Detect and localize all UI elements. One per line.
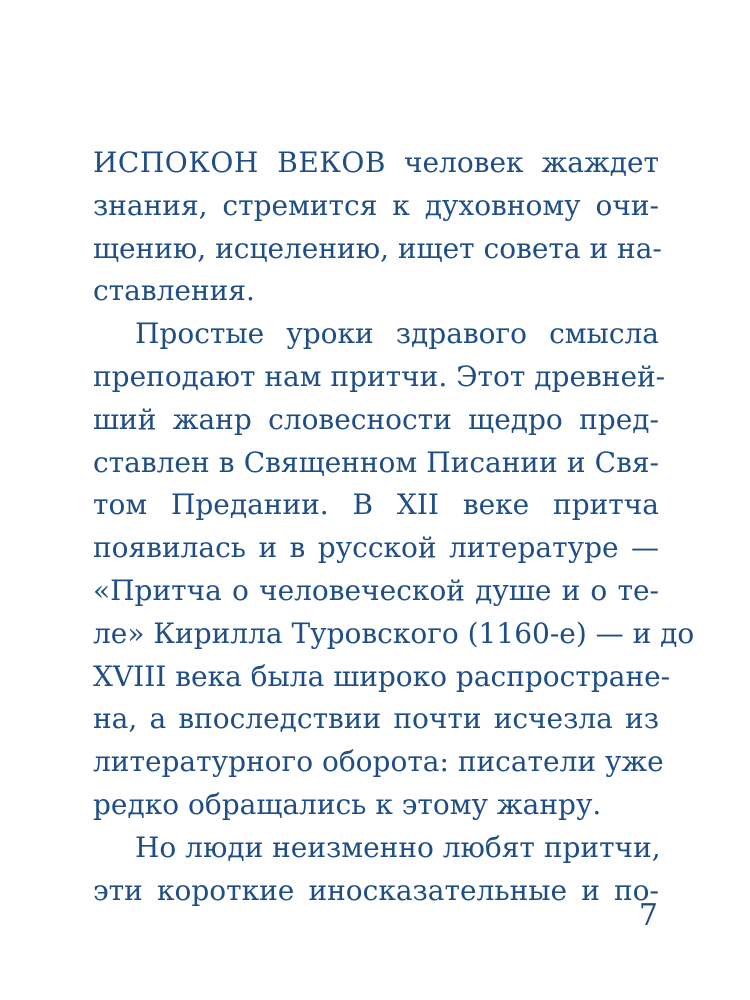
text-line: литературного оборота: писатели уже xyxy=(93,745,664,779)
text-line: ле» Кирилла Туровского (1160-е) — и до xyxy=(93,616,695,650)
text-line: Но люди неизменно любят притчи, xyxy=(135,830,661,864)
text-line: ший жанр словесности щедро пред- xyxy=(93,402,659,436)
text-line: «Притча о человеческой душе и о те- xyxy=(93,573,659,607)
text-line: появилась и в русской литературе — xyxy=(93,531,659,565)
text-line: том Предании. В XII веке притча xyxy=(93,488,659,522)
text-line xyxy=(93,142,659,185)
text-line: ставления. xyxy=(93,274,255,308)
text-line: на, а впоследствии почти исчезла из xyxy=(93,702,659,736)
text-line: преподают нам притчи. Этот древней- xyxy=(93,359,666,393)
text-line: щению, исцелению, ищет совета и на- xyxy=(93,231,662,265)
text-line: XVIII века была широко распростране- xyxy=(93,659,671,693)
text-line: редко обращались к этому жанру. xyxy=(93,787,602,821)
page-number: 7 xyxy=(638,898,658,933)
text-line: ставлен в Священном Писании и Свя- xyxy=(93,445,659,479)
body-text xyxy=(93,142,695,912)
text-line-rest: человек жаждет xyxy=(385,146,660,179)
text-line: эти короткие иносказательные и по- xyxy=(93,873,659,907)
small-caps-lead: ИСПОКОН ВЕКОВ xyxy=(93,146,386,179)
text-line: знания, стремится к духовному очи- xyxy=(93,188,659,222)
text-line: Простые уроки здравого смысла xyxy=(135,317,659,351)
